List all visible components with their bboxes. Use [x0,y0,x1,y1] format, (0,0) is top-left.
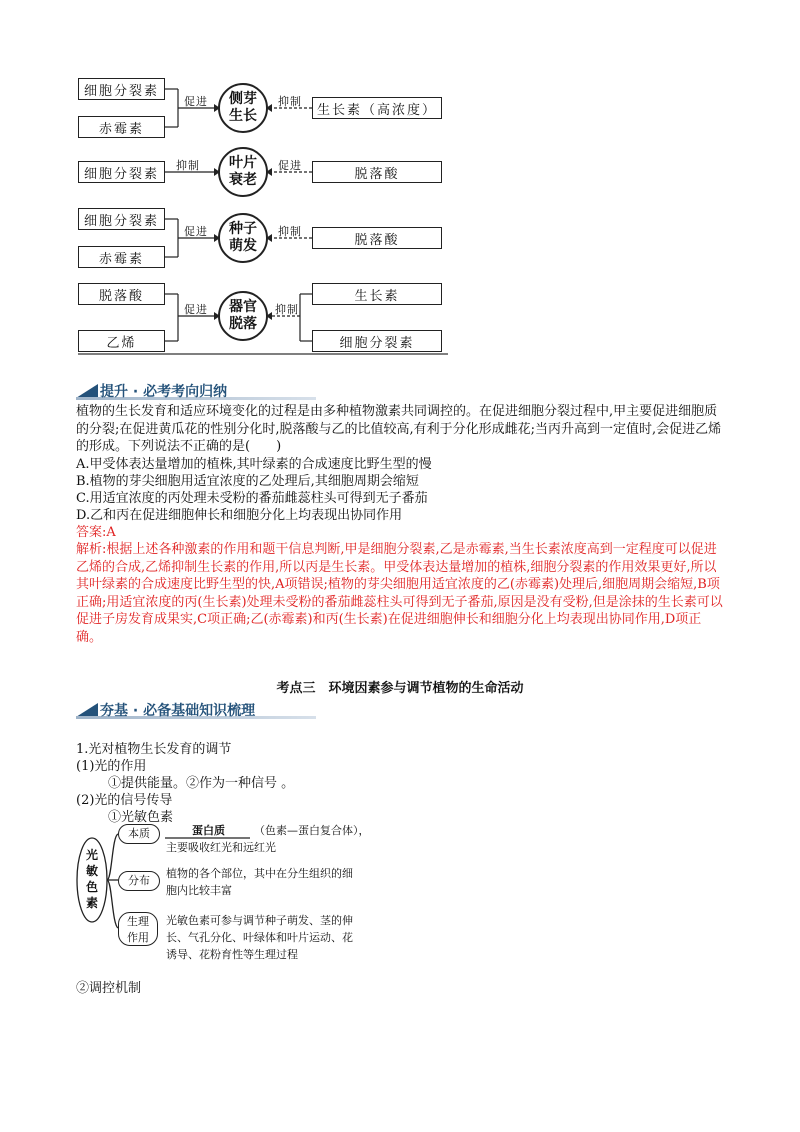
note-line: (2)光的信号传导 [76,793,173,808]
note-line: ①光敏色素 [108,810,174,825]
node-seed-germination [218,213,268,263]
arrow-label-inhibit: 抑制 [176,159,200,172]
nature-protein: 蛋白质 [192,824,225,837]
arrow-label-promote: 促进 [184,225,208,238]
note-line: (1)光的作用 [76,759,147,774]
banner-decoration [76,703,98,717]
box-cytokinin-3: 细胞分裂素 [78,208,165,230]
arrow-label-inhibit: 抑制 [275,303,299,316]
analysis: 解析:根据上述各种激素的作用和题干信息判断,甲是细胞分裂素,乙是赤霉素,当生长素浓度高到一定程度可以促进乙烯的合成,乙烯抑制生长素的作用,所以丙是生长素。甲受体表达量增加的植株,细胞分裂素的作用效果更好,所以其叶绿素的合成速度比野生型的快,A项错误;植物的芽尖细胞用适宜浓度的乙(赤霉素)处理后,细胞周期会缩短,B项正确;用适宜浓度的丙(生长素)处理未受粉的番茄雌蕊柱头可得到无子番茄,原因是没有受粉,但是涂抹的生长素可以促进子房发育成果实,C项正确;乙(赤霉素)和丙(生长素)在促进细胞伸长和细胞分化上均表现出协同作用,D项正确。 [76,542,723,645]
node-text: 侧芽 生长 [229,91,257,124]
box-auxin-high: 生长素（高浓度） [312,97,442,119]
pill-nature: 本质 [118,824,160,844]
diagram-brace [0,820,800,970]
function-text: 长、气孔分化、叶绿体和叶片运动、花 [166,931,353,944]
function-text: 光敏色素可参与调节种子萌发、茎的伸 [166,914,353,927]
node-text: 器官 脱落 [229,299,257,332]
box-cytokinin-1: 细胞分裂素 [78,78,165,100]
hormone-diagram [0,0,800,360]
option-d: D.乙和丙在促进细胞伸长和细胞分化上均表现出协同作用 [76,508,403,523]
arrow-label-promote: 促进 [184,303,208,316]
box-cytokinin-2: 细胞分裂素 [78,161,165,183]
arrow-label-inhibit: 抑制 [278,225,302,238]
box-abscisic-acid-3: 脱落酸 [78,283,165,305]
banner-title: 提升 · 必考考向归纳 [100,384,228,400]
arrow-label-promote: 促进 [278,159,302,172]
option-a: A.甲受体表达量增加的植株,其叶绿素的合成速度比野生型的慢 [76,457,432,472]
distribution-text: 植物的各个部位，其中在分生组织的细 [166,867,353,880]
box-auxin: 生长素 [312,283,442,305]
banner-title: 夯基 · 必备基础知识梳理 [100,703,256,719]
box-abscisic-acid-2: 脱落酸 [312,227,442,249]
note-line: ①提供能量。②作为一种信号 。 [108,776,295,791]
section-title: 考点三 环境因素参与调节植物的生命活动 [276,681,524,696]
box-gibberellin-1: 赤霉素 [78,116,165,138]
option-b: B.植物的芽尖细胞用适宜浓度的乙处理后,其细胞周期会缩短 [76,474,419,489]
node-leaf-senescence [218,147,268,197]
nature-text: （色素—蛋白复合体）， [254,824,370,837]
answer: 答案:A [76,525,116,540]
box-abscisic-acid-1: 脱落酸 [312,161,442,183]
box-gibberellin-2: 赤霉素 [78,246,165,268]
pill-distribution: 分布 [118,871,160,891]
function-text: 诱导、花粉育性等生理过程 [166,948,298,961]
section-banner [76,699,316,721]
phytochrome-center-label: 光 敏 色 素 [85,848,98,910]
arrow-label-promote: 促进 [184,95,208,108]
nature-text: 主要吸收红光和远红光 [166,841,276,854]
pill-function: 生理 作用 [118,912,158,946]
note-line: ②调控机制 [76,981,142,996]
node-lateral-bud-growth [218,83,268,133]
note-heading: 1.光对植物生长发育的调节 [76,742,232,757]
distribution-text: 胞内比较丰富 [166,884,232,897]
node-text: 种子 萌发 [229,221,257,254]
arrow-label-inhibit: 抑制 [278,95,302,108]
question-stem: 植物的生长发育和适应环境变化的过程是由多种植物激素共同调控的。在促进细胞分裂过程中,甲主要促进细胞质的分裂;在促进黄瓜花的性别分化时,脱落酸与乙的比值较高,有利于分化形成雌花;当丙升高到一定值时,会促进乙烯的形成。下列说法不正确的是( ) [76,404,722,454]
phytochrome-diagram [0,820,800,970]
box-cytokinin-4: 细胞分裂素 [312,330,442,352]
section-banner [76,380,316,402]
node-organ-abscission [218,291,268,341]
node-text: 叶片 衰老 [229,155,257,188]
option-c: C.用适宜浓度的丙处理未受粉的番茄雌蕊柱头可得到无子番茄 [76,491,428,506]
banner-decoration [76,384,98,398]
box-ethylene: 乙烯 [78,330,165,352]
